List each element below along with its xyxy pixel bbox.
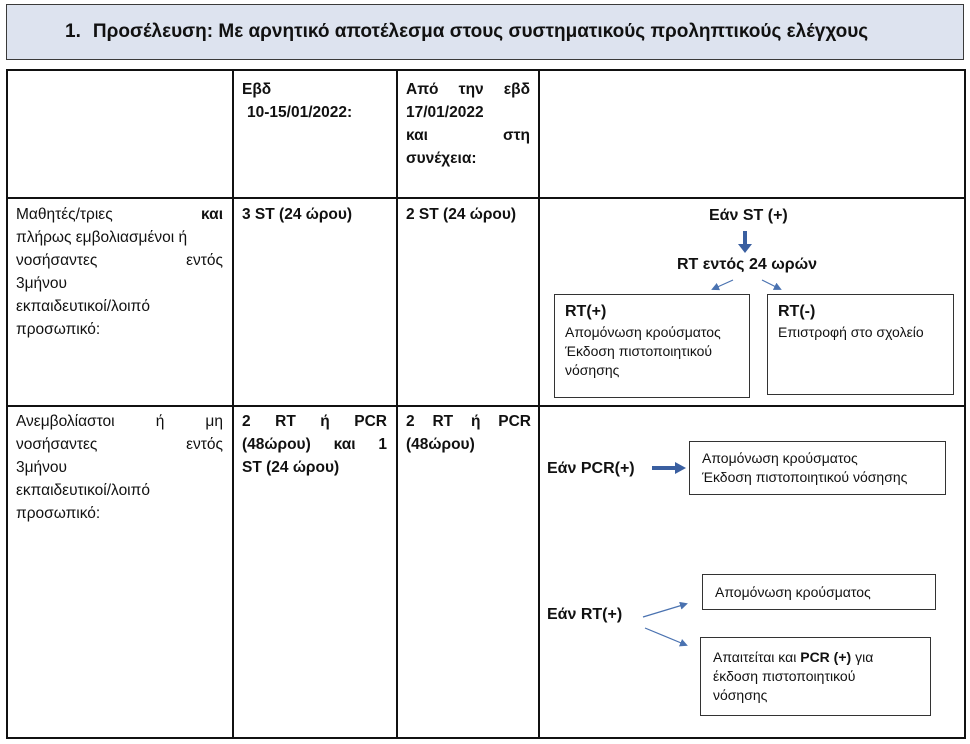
pcr-positive-condition: Εάν PCR(+) xyxy=(547,460,635,477)
arrow-to-isolation-icon xyxy=(643,604,686,617)
rt-within-24h: RT εντός 24 ωρών xyxy=(677,256,818,273)
row1-period2: 2 ST (24 ώρου) xyxy=(406,206,517,223)
table-column-divider xyxy=(538,69,540,739)
row-label-text: νοσήσαντες εντός xyxy=(16,252,223,269)
down-arrow-icon xyxy=(738,231,752,253)
rt-positive-condition: Εάν RT(+) xyxy=(547,606,623,623)
cell-line: ST (24 ώρου) xyxy=(242,459,340,476)
row-label-text: εκπαιδευτικοί/λοιπό xyxy=(16,482,150,499)
row1-period1: 3 ST (24 ώρου) xyxy=(242,206,353,223)
row-label-text: προσωπικό: xyxy=(16,505,101,522)
rt-positive-title: RT(+) xyxy=(565,303,607,320)
column-header-line: 10-15/01/2022: xyxy=(247,104,353,121)
rt-negative-box xyxy=(767,294,954,395)
box-line: έκδοση πιστοποιητικού xyxy=(713,668,856,684)
box-line: Επιστροφή στο σχολείο xyxy=(778,324,924,340)
table-border-left xyxy=(6,69,8,739)
rt-negative-title: RT(-) xyxy=(778,303,816,320)
table-border-top xyxy=(6,69,965,71)
row-label-text: 3μήνου xyxy=(16,275,68,292)
table-row-divider xyxy=(6,405,965,407)
column-header-line: Εβδ xyxy=(242,81,272,98)
column-header-period1 xyxy=(242,78,387,124)
column-header-line: 17/01/2022 xyxy=(406,104,484,121)
pcr-required-box xyxy=(700,637,931,716)
box-line: Απομόνωση κρούσματος xyxy=(565,324,721,340)
rt-positive-box xyxy=(554,294,750,398)
box-line: Απομόνωση κρούσματος xyxy=(715,584,871,600)
section-header xyxy=(6,4,964,60)
section-title: Προσέλευση: Με αρνητικό αποτέλεσμα στους συστηματικούς προληπτικούς ελέγχους xyxy=(92,21,869,42)
rt-isolation-box xyxy=(702,574,936,610)
column-header-line: Από την εβδ xyxy=(406,81,530,98)
table-row-divider xyxy=(6,197,965,199)
table-column-divider xyxy=(232,69,234,739)
cell-line: 2 RT ή PCR xyxy=(242,413,387,430)
column-header-line: συνέχεια: xyxy=(406,150,477,167)
row-label-text: νοσήσαντες εντός xyxy=(16,436,223,453)
row-label-text: και xyxy=(201,206,223,223)
row1-label xyxy=(16,203,223,341)
box-line: νόσησης xyxy=(713,687,768,703)
row2-label xyxy=(16,410,223,525)
box-line: Έκδοση πιστοποιητικού νόσησης xyxy=(702,469,908,485)
row-label-text: πλήρως εμβολιασμένοι ή xyxy=(16,229,188,246)
column-header-line: και στη xyxy=(406,127,530,144)
pcr-result-box xyxy=(689,441,946,495)
box-line: Έκδοση πιστοποιητικού xyxy=(565,343,713,359)
row2-period2 xyxy=(406,410,531,456)
table-border-right xyxy=(964,69,966,739)
row-label-text: προσωπικό: xyxy=(16,321,101,338)
st-positive-condition: Εάν ST (+) xyxy=(709,207,788,224)
cell-line: (48ώρου) και 1 xyxy=(242,436,387,453)
box-line: νόσησης xyxy=(565,362,620,378)
arrow-to-pcr-required-icon xyxy=(645,628,686,645)
column-header-period2 xyxy=(406,78,530,170)
row-label-text: Ανεμβολίαστοι ή μη xyxy=(16,413,223,430)
arrow-to-rt-negative-icon xyxy=(762,280,780,289)
table-column-divider xyxy=(396,69,398,739)
table-border-bottom xyxy=(6,737,965,739)
cell-line: 2 RT ή PCR xyxy=(406,413,531,430)
box-line: Απομόνωση κρούσματος xyxy=(702,450,858,466)
box-line: Απαιτείται και PCR (+) για xyxy=(713,649,874,665)
section-number: 1. xyxy=(65,21,81,42)
row-label-text: εκπαιδευτικοί/λοιπό xyxy=(16,298,150,315)
row-label-text: 3μήνου xyxy=(16,459,68,476)
cell-line: (48ώρου) xyxy=(406,436,475,453)
right-arrow-icon xyxy=(652,462,686,474)
row2-period1 xyxy=(242,410,387,479)
arrow-to-rt-positive-icon xyxy=(713,280,733,289)
row-label-text: Μαθητές/τριες xyxy=(16,206,113,223)
